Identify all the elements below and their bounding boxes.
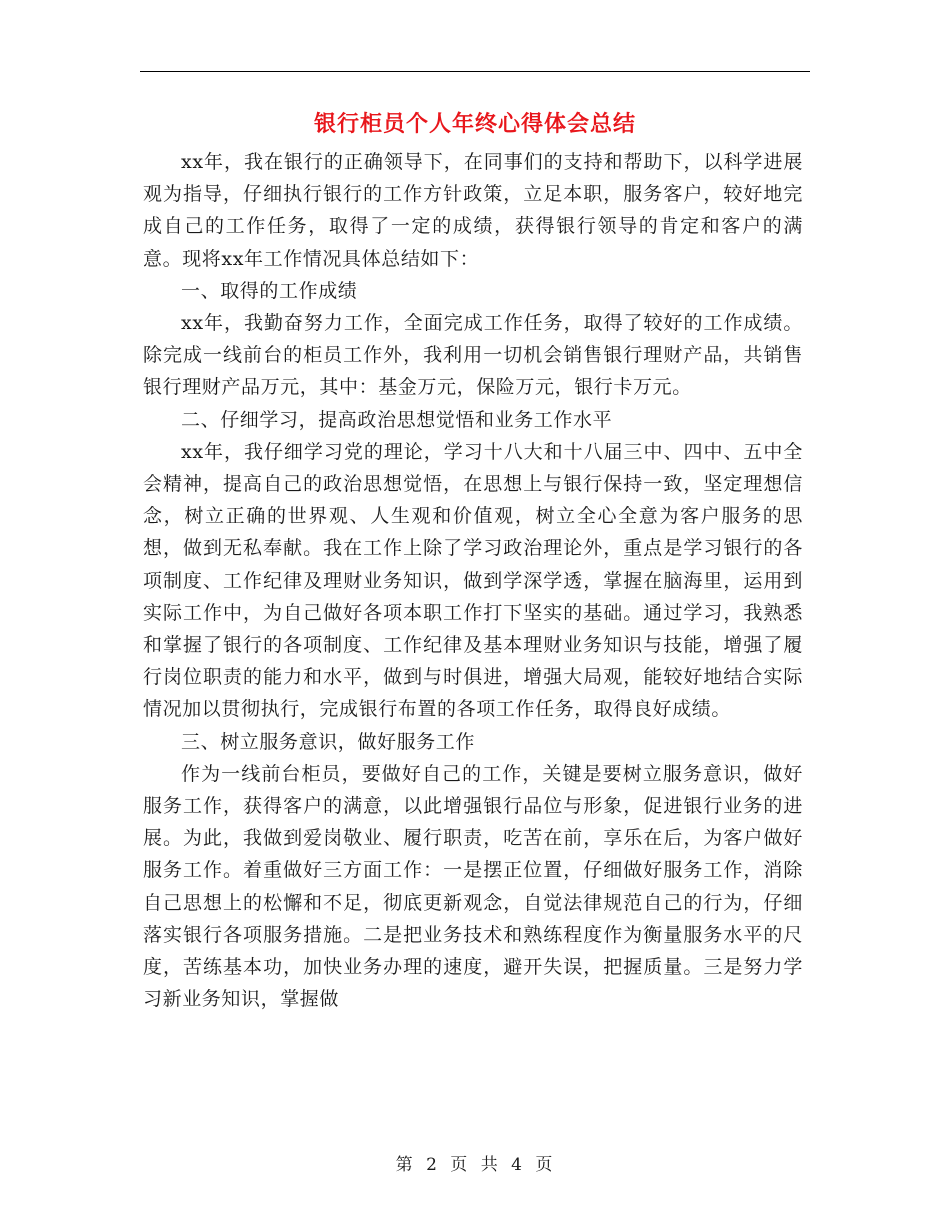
document-title: 银行柜员个人年终心得体会总结 bbox=[313, 111, 636, 137]
section-heading-3: 三、树立服务意识，做好服务工作 bbox=[181, 730, 476, 753]
footer-prefix: 第 bbox=[395, 1155, 415, 1175]
footer-page-number: 2 bbox=[426, 1155, 439, 1175]
footer-total-word: 共 bbox=[480, 1155, 500, 1175]
footer-suffix: 页 bbox=[535, 1155, 555, 1175]
paragraph-intro: xx年，我在银行的正确领导下，在同事们的支持和帮助下，以科学进展观为指导，仔细执行银行的工作方针政策，立足本职，服务客户，较好地完成自己的工作任务，取得了一定的成绩，获得银行领导的肯定和客户的满意。现将xx年工作情况具体总结如下： bbox=[143, 151, 803, 270]
page-footer bbox=[0, 1153, 950, 1177]
paragraph-study: xx年，我仔细学习党的理论，学习十八大和十八届三中、四中、五中全会精神，提高自己的政治思想觉悟，在思想上与银行保持一致，坚定理想信念，树立正确的世界观、人生观和价值观，树立全心全意为客户服务的思想，做到无私奉献。我在工作上除了学习政治理论外，重点是学习银行的各项制度、工作纪律及理财业务知识，做到学深学透，掌握在脑海里，运用到实际工作中，为自己做好各项本职工作打下坚实的基础。通过学习，我熟悉和掌握了银行的各项制度、工作纪律及基本理财业务知识与技能，增强了履行岗位职责的能力和水平，做到与时俱进，增强大局观，能较好地结合实际情况加以贯彻执行，完成银行布置的各项工作任务，取得良好成绩。 bbox=[143, 440, 803, 721]
section-heading-2: 二、仔细学习，提高政治思想觉悟和业务工作水平 bbox=[181, 408, 613, 431]
header-rule bbox=[140, 71, 810, 72]
section-heading-1: 一、取得的工作成绩 bbox=[181, 279, 358, 302]
footer-total-pages: 4 bbox=[511, 1155, 524, 1175]
footer-page-word: 页 bbox=[450, 1155, 470, 1175]
document-body bbox=[143, 146, 803, 1015]
paragraph-service: 作为一线前台柜员，要做好自己的工作，关键是要树立服务意识，做好服务工作，获得客户的满意，以此增强银行品位与形象，促进银行业务的进展。为此，我做到爱岗敬业、履行职责，吃苦在前，享乐在后，为客户做好服务工作。着重做好三方面工作：一是摆正位置，仔细做好服务工作，消除自己思想上的松懈和不足，彻底更新观念，自觉法律规范自己的行为，仔细落实银行各项服务措施。二是把业务技术和熟练程度作为衡量服务水平的尺度，苦练基本功，加快业务办理的速度，避开失误，把握质量。三是努力学习新业务知识，掌握做 bbox=[143, 762, 803, 1011]
paragraph-achievements: xx年，我勤奋努力工作，全面完成工作任务，取得了较好的工作成绩。除完成一线前台的柜员工作外，我利用一切机会销售银行理财产品，共销售银行理财产品万元，其中：基金万元，保险万元，银行卡万元。 bbox=[143, 312, 803, 399]
